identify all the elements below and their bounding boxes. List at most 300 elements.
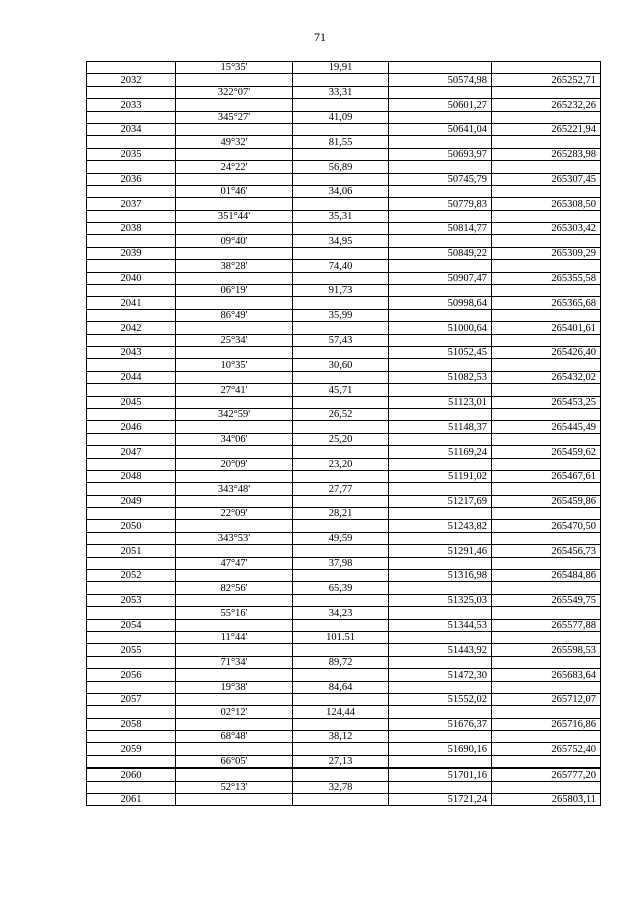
y-coordinate-cell bbox=[492, 62, 601, 74]
x-coordinate-cell bbox=[389, 557, 492, 569]
direction-angle-cell bbox=[176, 371, 293, 383]
y-coordinate-cell: 265232,26 bbox=[492, 99, 601, 111]
x-coordinate-cell bbox=[389, 309, 492, 321]
distance-cell: 124,44 bbox=[293, 706, 389, 718]
table-row bbox=[87, 384, 601, 396]
table-row bbox=[87, 557, 601, 569]
x-coordinate-cell bbox=[389, 706, 492, 718]
x-coordinate-cell: 51443,92 bbox=[389, 644, 492, 656]
table-row bbox=[87, 260, 601, 272]
x-coordinate-cell bbox=[389, 433, 492, 445]
table-row bbox=[87, 545, 601, 557]
point-number-cell bbox=[87, 260, 176, 272]
x-coordinate-cell: 51701,16 bbox=[389, 768, 492, 781]
point-number-cell: 2047 bbox=[87, 446, 176, 458]
distance-cell: 81,55 bbox=[293, 136, 389, 148]
point-number-cell bbox=[87, 781, 176, 793]
x-coordinate-cell bbox=[389, 656, 492, 668]
direction-angle-cell bbox=[176, 421, 293, 433]
table-row bbox=[87, 483, 601, 495]
direction-angle-cell bbox=[176, 743, 293, 755]
table-row bbox=[87, 359, 601, 371]
direction-angle-cell bbox=[176, 74, 293, 86]
direction-angle-cell: 25°34' bbox=[176, 334, 293, 346]
direction-angle-cell: 49°32' bbox=[176, 136, 293, 148]
table-row bbox=[87, 421, 601, 433]
distance-cell bbox=[293, 99, 389, 111]
direction-angle-cell bbox=[176, 247, 293, 259]
distance-cell bbox=[293, 371, 389, 383]
y-coordinate-cell: 265456,73 bbox=[492, 545, 601, 557]
direction-angle-cell: 01°46' bbox=[176, 185, 293, 197]
y-coordinate-cell: 265712,07 bbox=[492, 693, 601, 705]
direction-angle-cell: 20°09' bbox=[176, 458, 293, 470]
point-number-cell bbox=[87, 408, 176, 420]
direction-angle-cell: 47°47' bbox=[176, 557, 293, 569]
direction-angle-cell: 322°07' bbox=[176, 86, 293, 98]
point-number-cell bbox=[87, 136, 176, 148]
table-row bbox=[87, 322, 601, 334]
y-coordinate-cell: 265355,58 bbox=[492, 272, 601, 284]
x-coordinate-cell: 51291,46 bbox=[389, 545, 492, 557]
x-coordinate-cell bbox=[389, 755, 492, 768]
direction-angle-cell bbox=[176, 198, 293, 210]
table-row bbox=[87, 693, 601, 705]
x-coordinate-cell bbox=[389, 508, 492, 520]
y-coordinate-cell bbox=[492, 508, 601, 520]
direction-angle-cell bbox=[176, 148, 293, 160]
point-number-cell: 2037 bbox=[87, 198, 176, 210]
y-coordinate-cell: 265401,61 bbox=[492, 322, 601, 334]
distance-cell bbox=[293, 74, 389, 86]
x-coordinate-cell bbox=[389, 532, 492, 544]
y-coordinate-cell bbox=[492, 656, 601, 668]
x-coordinate-cell: 51721,24 bbox=[389, 794, 492, 806]
distance-cell: 37,98 bbox=[293, 557, 389, 569]
y-coordinate-cell bbox=[492, 136, 601, 148]
table-row bbox=[87, 520, 601, 532]
distance-cell bbox=[293, 223, 389, 235]
x-coordinate-cell: 50907,47 bbox=[389, 272, 492, 284]
point-number-cell bbox=[87, 433, 176, 445]
distance-cell bbox=[293, 396, 389, 408]
direction-angle-cell bbox=[176, 99, 293, 111]
point-number-cell: 2058 bbox=[87, 718, 176, 730]
x-coordinate-cell bbox=[389, 136, 492, 148]
point-number-cell bbox=[87, 62, 176, 74]
distance-cell bbox=[293, 570, 389, 582]
direction-angle-cell bbox=[176, 619, 293, 631]
point-number-cell: 2060 bbox=[87, 768, 176, 781]
distance-cell bbox=[293, 794, 389, 806]
table-row bbox=[87, 532, 601, 544]
y-coordinate-cell bbox=[492, 334, 601, 346]
distance-cell bbox=[293, 470, 389, 482]
y-coordinate-cell: 265309,29 bbox=[492, 247, 601, 259]
distance-cell: 49,59 bbox=[293, 532, 389, 544]
y-coordinate-cell: 265252,71 bbox=[492, 74, 601, 86]
y-coordinate-cell: 265283,98 bbox=[492, 148, 601, 160]
x-coordinate-cell bbox=[389, 260, 492, 272]
table-row bbox=[87, 433, 601, 445]
table-row bbox=[87, 223, 601, 235]
distance-cell: 45,71 bbox=[293, 384, 389, 396]
distance-cell: 74,40 bbox=[293, 260, 389, 272]
table-row bbox=[87, 148, 601, 160]
x-coordinate-cell bbox=[389, 408, 492, 420]
y-coordinate-cell: 265307,45 bbox=[492, 173, 601, 185]
direction-angle-cell: 38°28' bbox=[176, 260, 293, 272]
table-row bbox=[87, 86, 601, 98]
distance-cell: 34,95 bbox=[293, 235, 389, 247]
point-number-cell bbox=[87, 384, 176, 396]
direction-angle-cell bbox=[176, 693, 293, 705]
x-coordinate-cell bbox=[389, 111, 492, 123]
point-number-cell bbox=[87, 185, 176, 197]
direction-angle-cell bbox=[176, 446, 293, 458]
table-row bbox=[87, 656, 601, 668]
y-coordinate-cell bbox=[492, 359, 601, 371]
table-row bbox=[87, 743, 601, 755]
direction-angle-cell bbox=[176, 396, 293, 408]
point-number-cell bbox=[87, 285, 176, 297]
y-coordinate-cell bbox=[492, 111, 601, 123]
x-coordinate-cell bbox=[389, 161, 492, 173]
x-coordinate-cell: 51344,53 bbox=[389, 619, 492, 631]
point-number-cell bbox=[87, 86, 176, 98]
distance-cell bbox=[293, 693, 389, 705]
table-row bbox=[87, 768, 601, 781]
direction-angle-cell bbox=[176, 470, 293, 482]
table-row bbox=[87, 198, 601, 210]
y-coordinate-cell: 265683,64 bbox=[492, 669, 601, 681]
x-coordinate-cell bbox=[389, 210, 492, 222]
direction-angle-cell bbox=[176, 545, 293, 557]
table-row bbox=[87, 235, 601, 247]
x-coordinate-cell: 50814,77 bbox=[389, 223, 492, 235]
table-row bbox=[87, 309, 601, 321]
distance-cell bbox=[293, 346, 389, 358]
table-row bbox=[87, 644, 601, 656]
distance-cell: 26,52 bbox=[293, 408, 389, 420]
point-number-cell: 2046 bbox=[87, 421, 176, 433]
x-coordinate-cell bbox=[389, 185, 492, 197]
y-coordinate-cell bbox=[492, 781, 601, 793]
table-row bbox=[87, 99, 601, 111]
direction-angle-cell: 15°35' bbox=[176, 62, 293, 74]
x-coordinate-cell bbox=[389, 62, 492, 74]
table-row bbox=[87, 495, 601, 507]
point-number-cell: 2042 bbox=[87, 322, 176, 334]
point-number-cell: 2038 bbox=[87, 223, 176, 235]
y-coordinate-cell bbox=[492, 86, 601, 98]
point-number-cell: 2048 bbox=[87, 470, 176, 482]
distance-cell bbox=[293, 520, 389, 532]
y-coordinate-cell: 265598,53 bbox=[492, 644, 601, 656]
y-coordinate-cell bbox=[492, 681, 601, 693]
distance-cell bbox=[293, 322, 389, 334]
distance-cell bbox=[293, 669, 389, 681]
direction-angle-cell bbox=[176, 322, 293, 334]
y-coordinate-cell bbox=[492, 161, 601, 173]
y-coordinate-cell bbox=[492, 309, 601, 321]
table-row bbox=[87, 446, 601, 458]
direction-angle-cell: 52°13' bbox=[176, 781, 293, 793]
table-row bbox=[87, 706, 601, 718]
x-coordinate-cell: 51169,24 bbox=[389, 446, 492, 458]
point-number-cell: 2059 bbox=[87, 743, 176, 755]
x-coordinate-cell bbox=[389, 681, 492, 693]
point-number-cell: 2034 bbox=[87, 123, 176, 135]
point-number-cell: 2057 bbox=[87, 693, 176, 705]
table-row bbox=[87, 247, 601, 259]
point-number-cell: 2053 bbox=[87, 594, 176, 606]
point-number-cell bbox=[87, 731, 176, 743]
x-coordinate-cell bbox=[389, 359, 492, 371]
x-coordinate-cell: 51082,53 bbox=[389, 371, 492, 383]
y-coordinate-cell: 265484,86 bbox=[492, 570, 601, 582]
distance-cell: 84,64 bbox=[293, 681, 389, 693]
x-coordinate-cell: 50998,64 bbox=[389, 297, 492, 309]
x-coordinate-cell: 51191,02 bbox=[389, 470, 492, 482]
direction-angle-cell: 09°40' bbox=[176, 235, 293, 247]
direction-angle-cell bbox=[176, 272, 293, 284]
direction-angle-cell: 86°49' bbox=[176, 309, 293, 321]
direction-angle-cell: 55°16' bbox=[176, 607, 293, 619]
y-coordinate-cell: 265308,50 bbox=[492, 198, 601, 210]
x-coordinate-cell bbox=[389, 334, 492, 346]
direction-angle-cell bbox=[176, 669, 293, 681]
distance-cell: 89,72 bbox=[293, 656, 389, 668]
table-row bbox=[87, 582, 601, 594]
point-number-cell: 2040 bbox=[87, 272, 176, 284]
distance-cell bbox=[293, 644, 389, 656]
direction-angle-cell bbox=[176, 173, 293, 185]
point-number-cell: 2041 bbox=[87, 297, 176, 309]
x-coordinate-cell: 50779,83 bbox=[389, 198, 492, 210]
page-number: 71 bbox=[314, 30, 326, 44]
y-coordinate-cell bbox=[492, 607, 601, 619]
x-coordinate-cell: 50574,98 bbox=[389, 74, 492, 86]
x-coordinate-cell: 51316,98 bbox=[389, 570, 492, 582]
direction-angle-cell: 351°44' bbox=[176, 210, 293, 222]
table-row bbox=[87, 731, 601, 743]
x-coordinate-cell: 51217,69 bbox=[389, 495, 492, 507]
distance-cell bbox=[293, 743, 389, 755]
direction-angle-cell bbox=[176, 223, 293, 235]
table-row bbox=[87, 681, 601, 693]
direction-angle-cell: 345°27' bbox=[176, 111, 293, 123]
direction-angle-cell: 10°35' bbox=[176, 359, 293, 371]
y-coordinate-cell: 265453,25 bbox=[492, 396, 601, 408]
distance-cell bbox=[293, 718, 389, 730]
x-coordinate-cell bbox=[389, 483, 492, 495]
y-coordinate-cell bbox=[492, 210, 601, 222]
direction-angle-cell bbox=[176, 123, 293, 135]
table-row bbox=[87, 285, 601, 297]
y-coordinate-cell bbox=[492, 706, 601, 718]
y-coordinate-cell bbox=[492, 384, 601, 396]
table-row bbox=[87, 755, 601, 768]
point-number-cell bbox=[87, 607, 176, 619]
x-coordinate-cell: 51472,30 bbox=[389, 669, 492, 681]
point-number-cell bbox=[87, 210, 176, 222]
x-coordinate-cell: 50849,22 bbox=[389, 247, 492, 259]
table-row bbox=[87, 396, 601, 408]
point-number-cell bbox=[87, 458, 176, 470]
y-coordinate-cell bbox=[492, 408, 601, 420]
table-row bbox=[87, 272, 601, 284]
point-number-cell bbox=[87, 309, 176, 321]
table-row bbox=[87, 371, 601, 383]
x-coordinate-cell: 51552,02 bbox=[389, 693, 492, 705]
table-row bbox=[87, 346, 601, 358]
direction-angle-cell bbox=[176, 346, 293, 358]
coordinates-table-body bbox=[87, 62, 601, 806]
direction-angle-cell bbox=[176, 794, 293, 806]
point-number-cell bbox=[87, 582, 176, 594]
point-number-cell: 2056 bbox=[87, 669, 176, 681]
point-number-cell: 2050 bbox=[87, 520, 176, 532]
y-coordinate-cell: 265365,68 bbox=[492, 297, 601, 309]
direction-angle-cell: 71°34' bbox=[176, 656, 293, 668]
point-number-cell bbox=[87, 235, 176, 247]
direction-angle-cell: 34°06' bbox=[176, 433, 293, 445]
x-coordinate-cell bbox=[389, 86, 492, 98]
distance-cell: 91,73 bbox=[293, 285, 389, 297]
point-number-cell bbox=[87, 483, 176, 495]
table-row bbox=[87, 619, 601, 631]
distance-cell: 101.51 bbox=[293, 631, 389, 643]
x-coordinate-cell bbox=[389, 631, 492, 643]
x-coordinate-cell: 51148,37 bbox=[389, 421, 492, 433]
distance-cell bbox=[293, 545, 389, 557]
point-number-cell bbox=[87, 334, 176, 346]
y-coordinate-cell: 265470,50 bbox=[492, 520, 601, 532]
y-coordinate-cell: 265803,11 bbox=[492, 794, 601, 806]
table-row bbox=[87, 74, 601, 86]
table-row bbox=[87, 570, 601, 582]
y-coordinate-cell bbox=[492, 631, 601, 643]
table-row bbox=[87, 781, 601, 793]
table-row bbox=[87, 123, 601, 135]
table-row bbox=[87, 470, 601, 482]
direction-angle-cell: 66°05' bbox=[176, 755, 293, 768]
distance-cell: 57,43 bbox=[293, 334, 389, 346]
x-coordinate-cell bbox=[389, 781, 492, 793]
distance-cell: 35,99 bbox=[293, 309, 389, 321]
point-number-cell: 2032 bbox=[87, 74, 176, 86]
y-coordinate-cell: 265752,40 bbox=[492, 743, 601, 755]
x-coordinate-cell: 51123,01 bbox=[389, 396, 492, 408]
point-number-cell: 2049 bbox=[87, 495, 176, 507]
distance-cell: 23,20 bbox=[293, 458, 389, 470]
y-coordinate-cell: 265577,88 bbox=[492, 619, 601, 631]
x-coordinate-cell bbox=[389, 235, 492, 247]
point-number-cell bbox=[87, 557, 176, 569]
distance-cell bbox=[293, 247, 389, 259]
x-coordinate-cell: 51676,37 bbox=[389, 718, 492, 730]
table-row bbox=[87, 297, 601, 309]
direction-angle-cell bbox=[176, 297, 293, 309]
point-number-cell bbox=[87, 681, 176, 693]
distance-cell bbox=[293, 198, 389, 210]
y-coordinate-cell: 265777,20 bbox=[492, 768, 601, 781]
y-coordinate-cell bbox=[492, 582, 601, 594]
y-coordinate-cell bbox=[492, 285, 601, 297]
table-row bbox=[87, 408, 601, 420]
y-coordinate-cell bbox=[492, 458, 601, 470]
point-number-cell bbox=[87, 508, 176, 520]
distance-cell: 30,60 bbox=[293, 359, 389, 371]
y-coordinate-cell bbox=[492, 755, 601, 768]
direction-angle-cell: 11°44' bbox=[176, 631, 293, 643]
table-row bbox=[87, 173, 601, 185]
point-number-cell bbox=[87, 161, 176, 173]
distance-cell: 34,23 bbox=[293, 607, 389, 619]
y-coordinate-cell bbox=[492, 185, 601, 197]
x-coordinate-cell: 51243,82 bbox=[389, 520, 492, 532]
point-number-cell: 2054 bbox=[87, 619, 176, 631]
table-row bbox=[87, 594, 601, 606]
point-number-cell: 2061 bbox=[87, 794, 176, 806]
direction-angle-cell: 68°48' bbox=[176, 731, 293, 743]
point-number-cell: 2035 bbox=[87, 148, 176, 160]
direction-angle-cell: 22°09' bbox=[176, 508, 293, 520]
distance-cell bbox=[293, 768, 389, 781]
y-coordinate-cell bbox=[492, 260, 601, 272]
x-coordinate-cell bbox=[389, 285, 492, 297]
x-coordinate-cell: 50745,79 bbox=[389, 173, 492, 185]
distance-cell bbox=[293, 446, 389, 458]
point-number-cell: 2052 bbox=[87, 570, 176, 582]
x-coordinate-cell bbox=[389, 384, 492, 396]
table-row bbox=[87, 334, 601, 346]
direction-angle-cell bbox=[176, 644, 293, 656]
direction-angle-cell: 02°12' bbox=[176, 706, 293, 718]
table-row bbox=[87, 508, 601, 520]
distance-cell: 41,09 bbox=[293, 111, 389, 123]
x-coordinate-cell: 51325,03 bbox=[389, 594, 492, 606]
direction-angle-cell bbox=[176, 495, 293, 507]
x-coordinate-cell: 51690,16 bbox=[389, 743, 492, 755]
table-row bbox=[87, 210, 601, 222]
y-coordinate-cell: 265716,86 bbox=[492, 718, 601, 730]
x-coordinate-cell bbox=[389, 458, 492, 470]
point-number-cell bbox=[87, 755, 176, 768]
distance-cell bbox=[293, 495, 389, 507]
direction-angle-cell bbox=[176, 768, 293, 781]
table-row bbox=[87, 111, 601, 123]
distance-cell: 25,20 bbox=[293, 433, 389, 445]
distance-cell: 56,89 bbox=[293, 161, 389, 173]
x-coordinate-cell: 51052,45 bbox=[389, 346, 492, 358]
direction-angle-cell bbox=[176, 594, 293, 606]
point-number-cell bbox=[87, 359, 176, 371]
point-number-cell: 2036 bbox=[87, 173, 176, 185]
point-number-cell: 2033 bbox=[87, 99, 176, 111]
x-coordinate-cell: 50641,04 bbox=[389, 123, 492, 135]
direction-angle-cell: 06°19' bbox=[176, 285, 293, 297]
distance-cell: 19,91 bbox=[293, 62, 389, 74]
x-coordinate-cell: 50693,97 bbox=[389, 148, 492, 160]
y-coordinate-cell: 265426,40 bbox=[492, 346, 601, 358]
direction-angle-cell: 27°41' bbox=[176, 384, 293, 396]
distance-cell: 27,77 bbox=[293, 483, 389, 495]
y-coordinate-cell: 265445,49 bbox=[492, 421, 601, 433]
table-row bbox=[87, 794, 601, 806]
direction-angle-cell bbox=[176, 570, 293, 582]
